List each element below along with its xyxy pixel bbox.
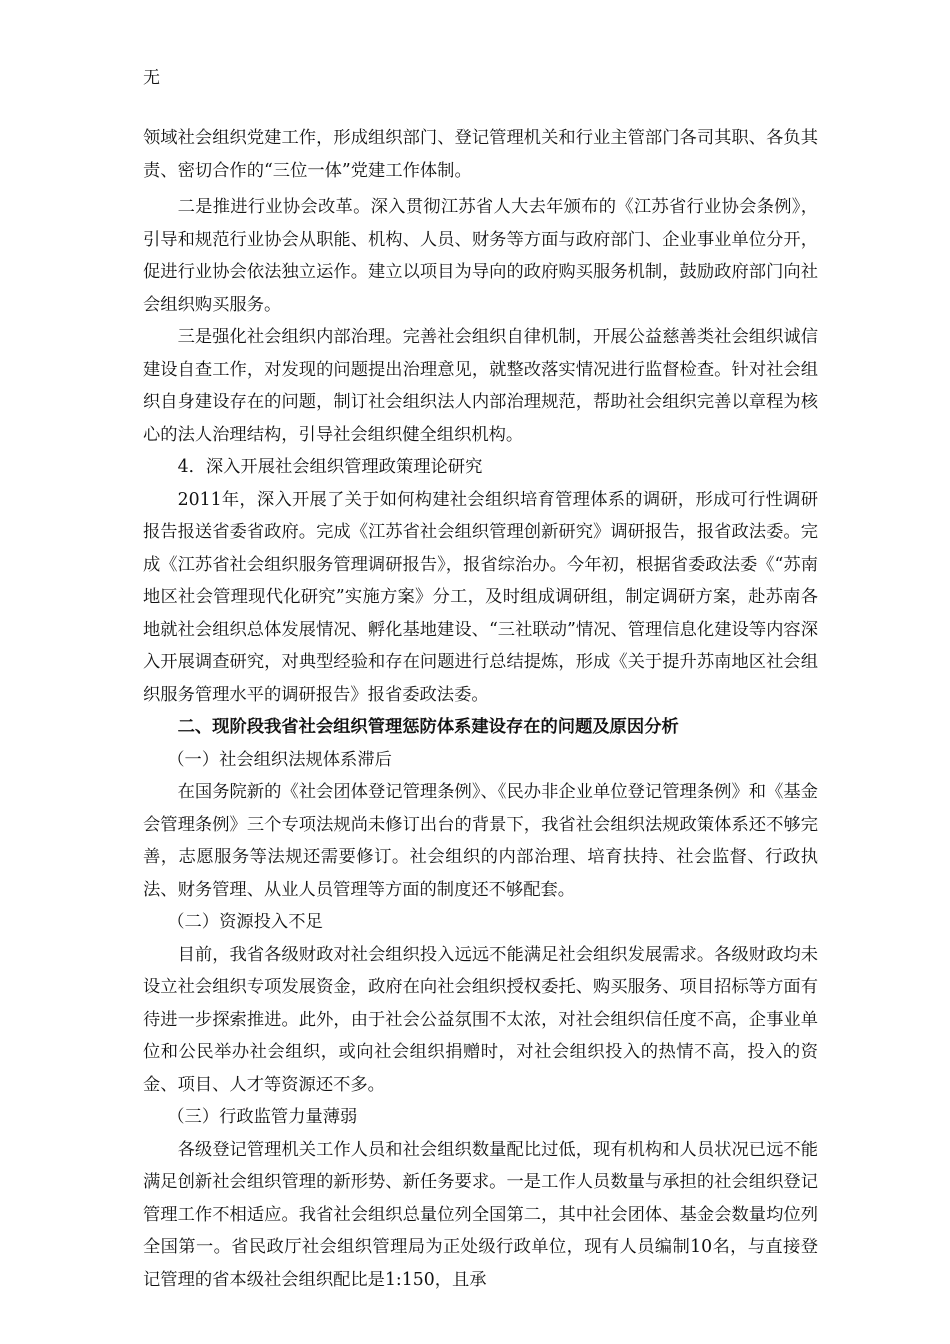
- paragraph-supervision: 各级登记管理机关工作人员和社会组织数量配比过低，现有机构和人员状况已远不能满足创新社会组织管理的新形势、新任务要求。一是工作人员数量与承担的社会组织登记管理工作不相适应。我省社会组织总量位列全国第二，其中社会团体、基金会数量均位列全国第一。省民政厅社会组织管理局为正处级行政单位，现有人员编制10名，与直接登记管理的省本级社会组织配比是1:150，且承: [143, 1139, 818, 1290]
- paragraph-internal-governance: 三是强化社会组织内部治理。完善社会组织自律机制，开展公益慈善类社会组织诚信建设自查工作，对发现的问题提出治理意见，就整改落实情况进行监督检查。针对社会组织自身建设存在的问题，制订社会组织法人内部治理规范，帮助社会组织完善以章程为核心的法人治理结构，引导社会组织健全组织机构。: [143, 327, 818, 445]
- header-mark: 无: [143, 68, 160, 88]
- section-heading-problems: 二、现阶段我省社会组织管理惩防体系建设存在的问题及原因分析: [177, 717, 679, 737]
- paragraph-resources: 目前，我省各级财政对社会组织投入远远不能满足社会组织发展需求。各级财政均未设立社会组织专项发展资金，政府在向社会组织授权委托、购买服务、项目招标等方面有待进一步探索推进。此外，由于社会公益氛围不太浓，对社会组织信任度不高，企事业单位和公民举办社会组织，或向社会组织捐赠时，对社会组织投入的热情不高，投入的资金、项目、人才等资源还不多。: [143, 944, 818, 1095]
- paragraph-regulations: 在国务院新的《社会团体登记管理条例》、《民办非企业单位登记管理条例》和《基金会管理条例》三个专项法规尚未修订出台的背景下，我省社会组织法规政策体系还不够完善，志愿服务等法规还需要修订。社会组织的内部治理、培育扶持、社会监督、行政执法、财务管理、从业人员管理等方面的制度还不够配套。: [143, 782, 818, 900]
- section-heading-policy-research: 4．深入开展社会组织管理政策理论研究: [177, 457, 483, 477]
- paragraph-party-building: 领域社会组织党建工作，形成组织部门、登记管理机关和行业主管部门各司其职、各负其责、密切合作的“三位一体”党建工作体制。: [143, 128, 818, 181]
- subheading-supervision: （三）行政监管力量薄弱: [167, 1107, 358, 1127]
- subheading-regulations: （一）社会组织法规体系滞后: [167, 749, 392, 770]
- document-body: [143, 122, 818, 1296]
- paragraph-policy-research: 2011年，深入开展了关于如何构建社会组织培育管理体系的调研，形成可行性调研报告报送省委省政府。完成《江苏省社会组织管理创新研究》调研报告，报省政法委。完成《江苏省社会组织服务管理调研报告》，报省综治办。今年初，根据省委政法委《“苏南地区社会管理现代化研究”实施方案》分工，及时组成调研组，制定调研方案，赴苏南各地就社会组织总体发展情况、孵化基地建设、“三社联动”情况、管理信息化建设等内容深入开展调查研究，对典型经验和存在问题进行总结提炼，形成《关于提升苏南地区社会组织服务管理水平的调研报告》报省委政法委。: [143, 489, 818, 705]
- paragraph-industry-association-reform: 二是推进行业协会改革。深入贯彻江苏省人大去年颁布的《江苏省行业协会条例》，引导和规范行业协会从职能、机构、人员、财务等方面与政府部门、企业事业单位分开，促进行业协会依法独立运作。建立以项目为导向的政府购买服务机制，鼓励政府部门向社会组织购买服务。: [143, 197, 818, 315]
- subheading-resources: （二）资源投入不足: [167, 912, 323, 932]
